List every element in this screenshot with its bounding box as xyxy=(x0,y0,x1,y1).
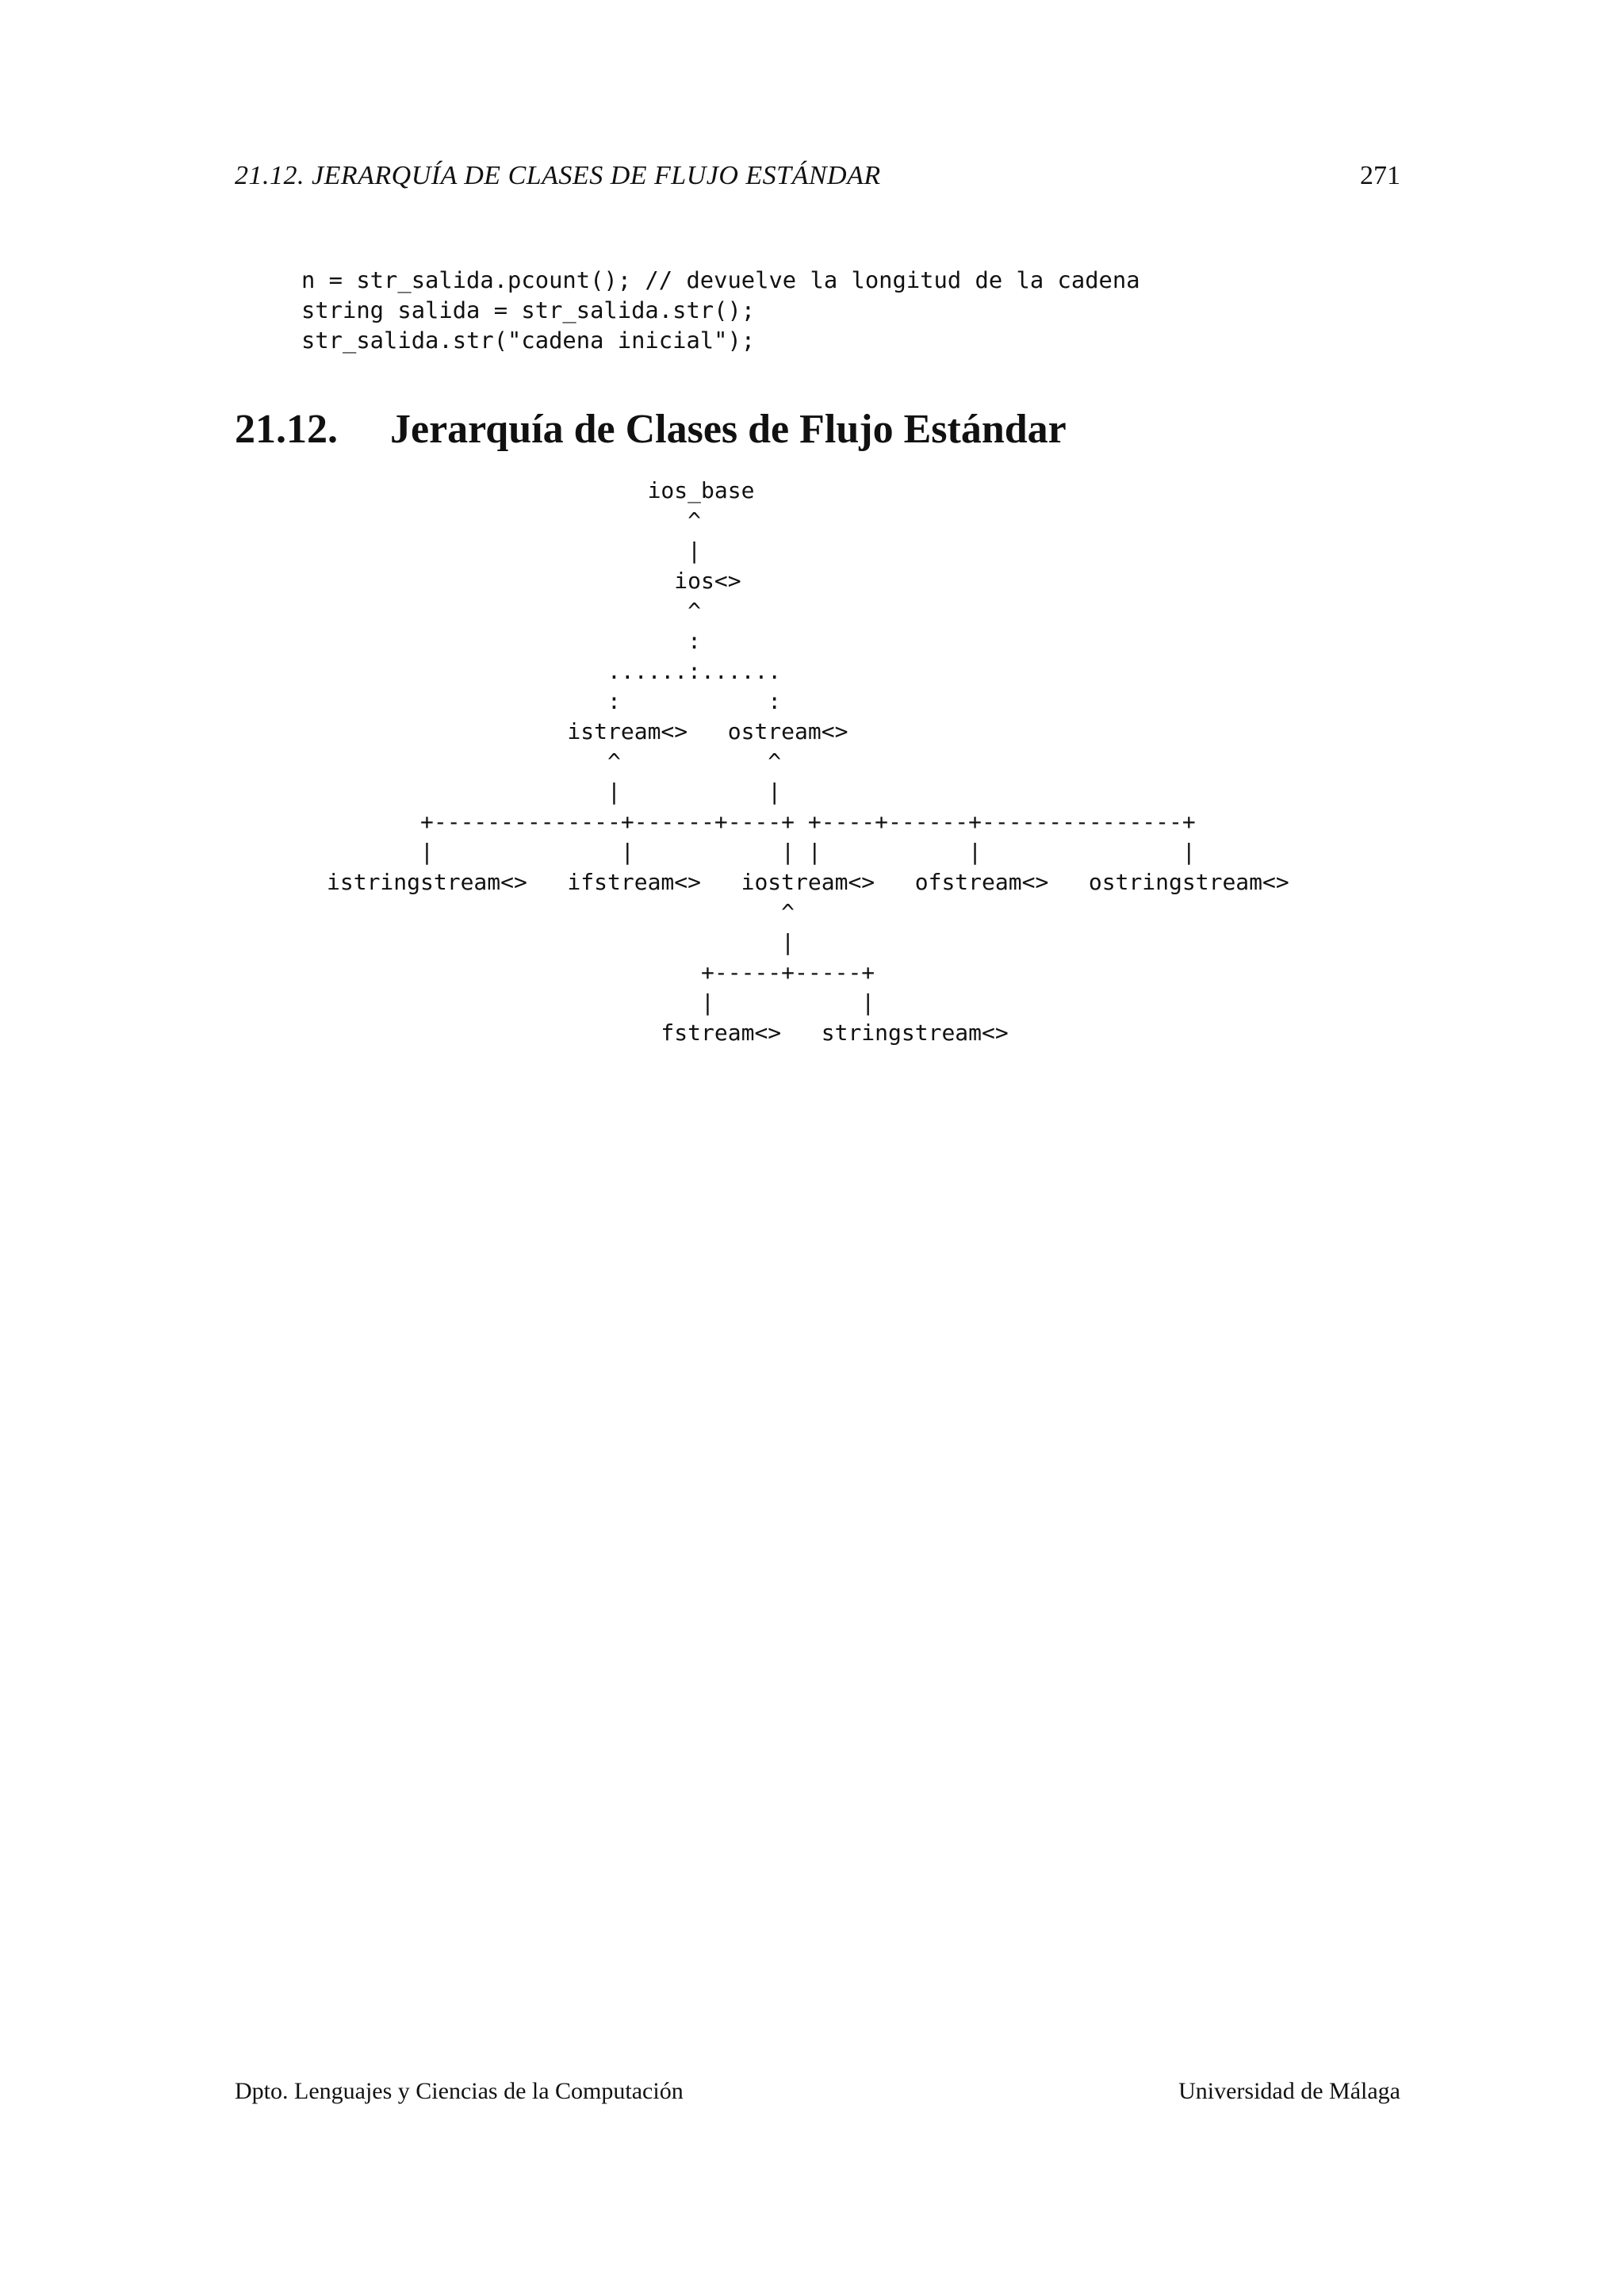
code-line: str_salida.str("cadena inicial"); xyxy=(301,327,756,354)
diagram-line: +--------------+------+----+ +----+------+---------------+ xyxy=(327,809,1196,835)
diagram-line: istream<> ostream<> xyxy=(327,718,848,744)
running-header xyxy=(235,155,1400,197)
diagram-line: ^ xyxy=(327,598,702,624)
diagram-line: fstream<> stringstream<> xyxy=(327,1020,1009,1046)
code-line: string salida = str_salida.str(); xyxy=(301,297,756,323)
code-line: n = str_salida.pcount(); // devuelve la longitud de la cadena xyxy=(301,266,1140,293)
diagram-line: ......:...... xyxy=(327,658,782,684)
diagram-line: : xyxy=(327,628,702,654)
running-header-title: 21.12. JERARQUÍA DE CLASES DE FLUJO ESTÁNDAR xyxy=(235,161,881,190)
diagram-line: ^ xyxy=(327,899,795,925)
diagram-line: : : xyxy=(327,688,782,714)
diagram-line: ios<> xyxy=(327,568,741,594)
footer-department: Dpto. Lenguajes y Ciencias de la Computación xyxy=(235,2078,684,2104)
section-heading xyxy=(235,404,1067,455)
diagram-line: ^ xyxy=(327,507,702,534)
diagram-line: | xyxy=(327,929,795,955)
page-number: 271 xyxy=(1360,161,1400,190)
running-footer xyxy=(235,2072,1400,2110)
diagram-line: | | xyxy=(327,989,875,1016)
code-block xyxy=(301,265,1140,355)
footer-university: Universidad de Málaga xyxy=(1178,2078,1400,2104)
diagram-line: | | | | | | xyxy=(327,839,1196,865)
diagram-line: | xyxy=(327,538,702,564)
diagram-line: istringstream<> ifstream<> iostream<> ofstream<> ostringstream<> xyxy=(327,869,1289,895)
diagram-line: ^ ^ xyxy=(327,748,782,775)
class-hierarchy-diagram xyxy=(327,476,1289,1048)
section-title: Jerarquía de Clases de Flujo Estándar xyxy=(390,407,1067,452)
diagram-line: | | xyxy=(327,779,782,805)
section-number: 21.12. xyxy=(235,407,338,452)
diagram-line: +-----+-----+ xyxy=(327,959,875,985)
diagram-line: ios_base xyxy=(327,477,755,503)
